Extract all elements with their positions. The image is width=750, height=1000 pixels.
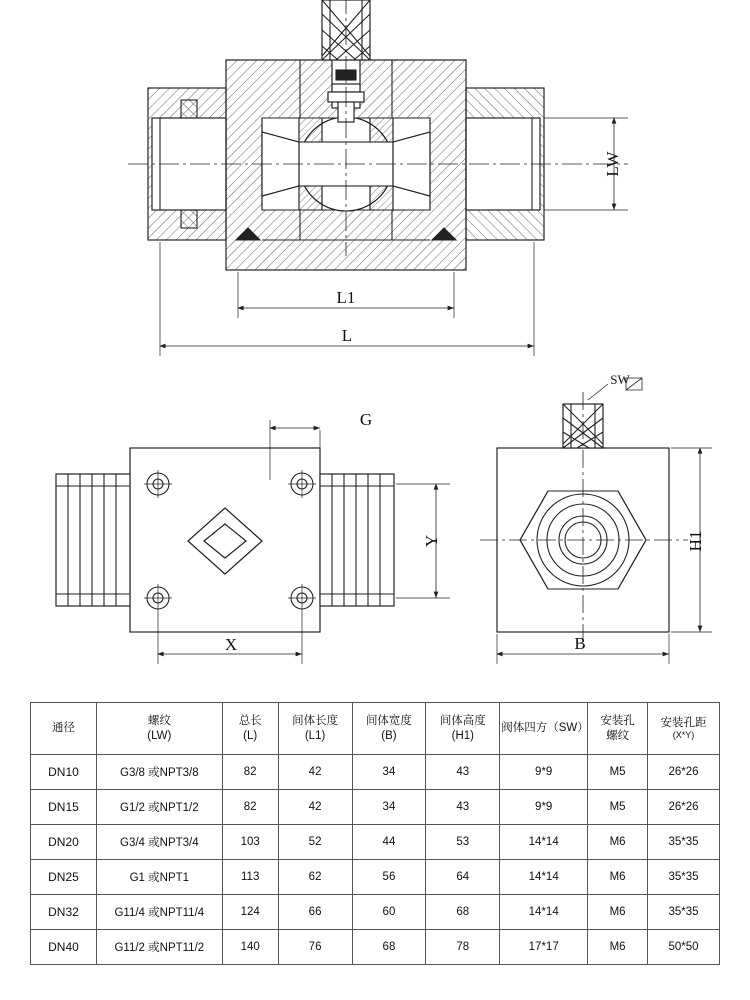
header-body-length-line1: 间体长度 [292, 715, 339, 728]
header-mount-thread-line2: 螺纹 [606, 729, 630, 742]
cell-thread: G11/2 或NPT11/2 [96, 930, 222, 965]
cell-body-length: 62 [278, 860, 352, 895]
table-header-row [31, 703, 720, 755]
cell-square: 14*14 [500, 825, 588, 860]
cell-body-width: 34 [352, 790, 426, 825]
cell-body-width: 68 [352, 930, 426, 965]
header-body-width-line1: 间体宽度 [365, 715, 412, 728]
cell-square: 9*9 [500, 790, 588, 825]
cell-mount-thread: M6 [588, 825, 648, 860]
header-length [222, 703, 278, 755]
cell-body-length: 76 [278, 930, 352, 965]
header-length-line2: (L) [243, 729, 258, 742]
header-square-line1: 阀体四方（SW） [501, 722, 589, 735]
cell-length: 82 [222, 790, 278, 825]
cell-body-width: 56 [352, 860, 426, 895]
header-dn [31, 703, 97, 755]
cell-mount-thread: M5 [588, 790, 648, 825]
header-body-height-line1: 间体高度 [439, 715, 486, 728]
cell-body-height: 68 [426, 895, 500, 930]
cell-mount-spacing: 35*35 [648, 895, 720, 930]
header-mount-thread [588, 703, 648, 755]
dimension-label-b: B [574, 634, 586, 653]
cell-mount-thread: M6 [588, 930, 648, 965]
header-body-height-line2: (H1) [451, 729, 474, 742]
cell-length: 124 [222, 895, 278, 930]
cell-mount-thread: M5 [588, 755, 648, 790]
cell-mount-spacing: 26*26 [648, 790, 720, 825]
cell-body-height: 78 [426, 930, 500, 965]
cell-body-height: 53 [426, 825, 500, 860]
cell-mount-thread: M6 [588, 895, 648, 930]
cell-mount-spacing: 26*26 [648, 755, 720, 790]
cell-body-width: 34 [352, 755, 426, 790]
cell-length: 103 [222, 825, 278, 860]
cell-dn: DN40 [31, 930, 97, 965]
header-mount-spacing-line2: (X*Y) [672, 730, 695, 741]
cell-length: 82 [222, 755, 278, 790]
header-body-height [426, 703, 500, 755]
cell-length: 113 [222, 860, 278, 895]
table-row [31, 860, 720, 895]
cell-square: 9*9 [500, 755, 588, 790]
cell-thread: G1 或NPT1 [96, 860, 222, 895]
cell-body-length: 52 [278, 825, 352, 860]
cell-mount-spacing: 35*35 [648, 825, 720, 860]
cell-thread: G3/8 或NPT3/8 [96, 755, 222, 790]
specification-table-wrapper [30, 702, 720, 965]
dimension-label-lw: LW [603, 151, 622, 177]
dimension-label-sw: SW [610, 372, 630, 387]
cell-square: 14*14 [500, 895, 588, 930]
cell-length: 140 [222, 930, 278, 965]
dimension-label-l: L [341, 326, 353, 345]
table-row [31, 755, 720, 790]
header-body-length [278, 703, 352, 755]
cell-body-length: 66 [278, 895, 352, 930]
dimension-label-l1: L1 [336, 288, 356, 307]
specification-table [30, 702, 720, 965]
cell-body-width: 44 [352, 825, 426, 860]
cell-mount-spacing: 50*50 [648, 930, 720, 965]
header-mount-spacing-line1: 安装孔距 [660, 716, 707, 729]
cell-mount-spacing: 35*35 [648, 860, 720, 895]
cell-dn: DN25 [31, 860, 97, 895]
cell-square: 14*14 [500, 860, 588, 895]
header-thread-line1: 螺纹 [147, 715, 171, 728]
cell-body-width: 60 [352, 895, 426, 930]
dimension-label-g: G [359, 410, 373, 429]
cell-dn: DN15 [31, 790, 97, 825]
table-row [31, 895, 720, 930]
header-square [500, 703, 588, 755]
cell-dn: DN10 [31, 755, 97, 790]
header-mount-thread-line1: 安装孔 [600, 715, 635, 728]
header-thread [96, 703, 222, 755]
table-row [31, 930, 720, 965]
cell-body-height: 43 [426, 790, 500, 825]
cell-square: 17*17 [500, 930, 588, 965]
cell-dn: DN32 [31, 895, 97, 930]
header-length-line1: 总长 [238, 715, 262, 728]
dimension-label-y: Y [422, 534, 441, 548]
cell-body-length: 42 [278, 755, 352, 790]
header-thread-line2: (LW) [147, 729, 172, 742]
dimension-label-x: X [224, 635, 238, 654]
table-row [31, 825, 720, 860]
cell-body-length: 42 [278, 790, 352, 825]
cell-thread: G11/4 或NPT11/4 [96, 895, 222, 930]
cell-body-height: 43 [426, 755, 500, 790]
header-body-length-line2: (L1) [304, 729, 326, 742]
header-dn-line1: 通径 [51, 722, 75, 735]
cell-mount-thread: M6 [588, 860, 648, 895]
cell-thread: G1/2 或NPT1/2 [96, 790, 222, 825]
cell-thread: G3/4 或NPT3/4 [96, 825, 222, 860]
dimension-label-h1: H1 [686, 530, 705, 552]
cell-body-height: 64 [426, 860, 500, 895]
header-body-width [352, 703, 426, 755]
header-body-width-line2: (B) [381, 729, 397, 742]
table-row [31, 790, 720, 825]
cell-dn: DN20 [31, 825, 97, 860]
header-mount-spacing [648, 703, 720, 755]
